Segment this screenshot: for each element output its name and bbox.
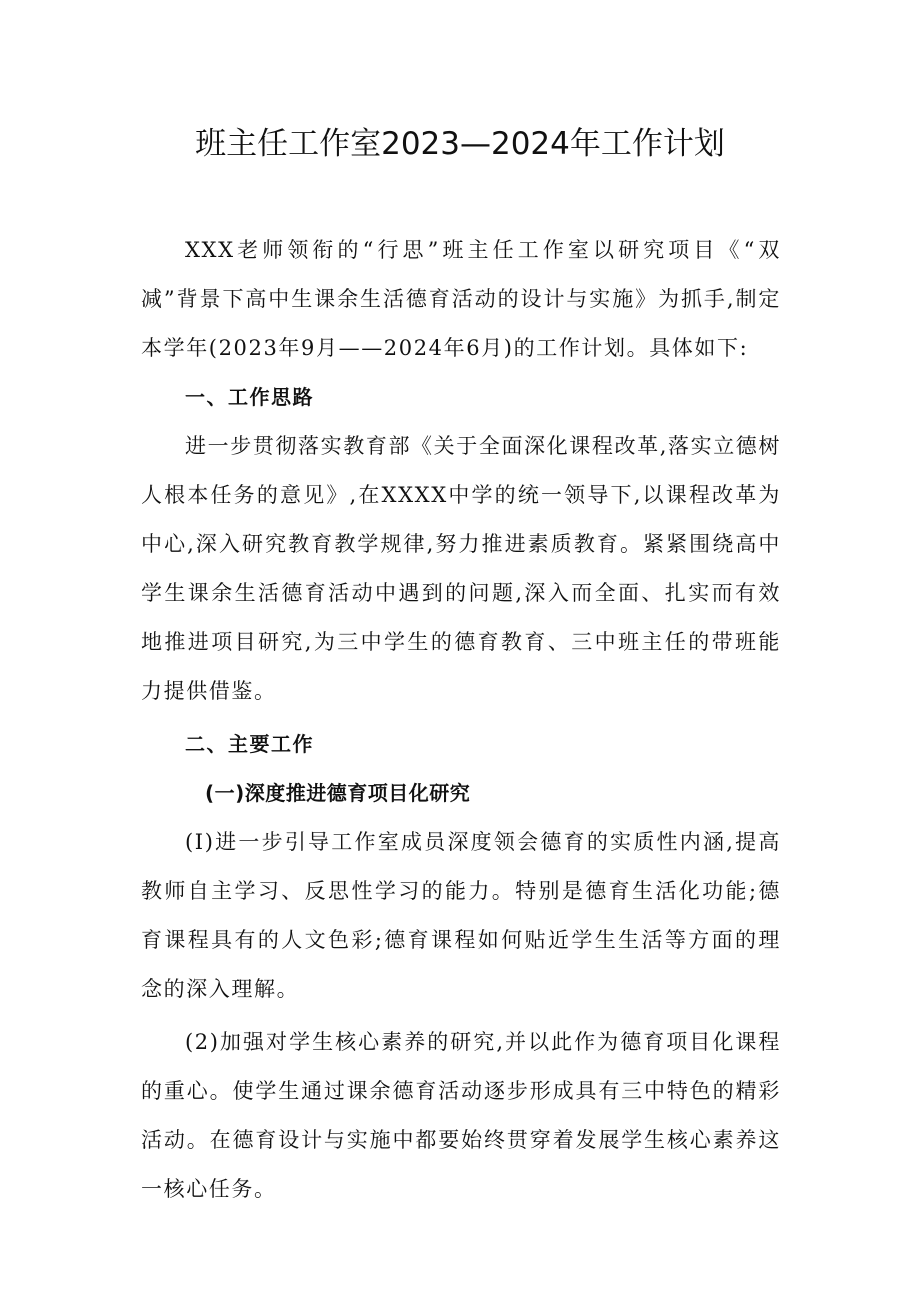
- intro-paragraph: XXX老师领衔的“行思”班主任工作室以研究项目《“双减”背景下高中生课余生活德育活动的设计与实施》为抓手,制定本学年(2023年9月——2024年6月)的工作计划。具体如下:: [141, 238, 781, 360]
- item-1-paragraph: (I)进一步引导工作室成员深度领会德育的实质性内涵,提高教师自主学习、反思性学习的能力。特别是德育生活化功能;德育课程具有的人文色彩;德育课程如何贴近学生生活等方面的理念的深入理解。: [141, 830, 781, 1001]
- section-heading-work-approach: 一、工作思路: [185, 385, 314, 409]
- item-2-paragraph: (2)加强对学生核心素养的研究,并以此作为德育项目化课程的重心。使学生通过课余德育活动逐步形成具有三中特色的精彩活动。在德育设计与实施中都要始终贯穿着发展学生核心素养这一核心任务。: [141, 1030, 781, 1201]
- subsection-heading-moral-project: (一)深度推进德育项目化研究: [205, 781, 471, 805]
- work-approach-paragraph: 进一步贯彻落实教育部《关于全面深化课程改革,落实立德树人根本任务的意见》,在XXXX中学的统一领导下,以课程改革为中心,深入研究教育教学规律,努力推进素质教育。紧紧围绕高中学生课余生活德育活动中遇到的问题,深入而全面、扎实而有效地推进项目研究,为三中学生的德育教育、三中班主任的带班能力提供借鉴。: [141, 434, 781, 703]
- document-body: [141, 226, 781, 1214]
- section-heading-main-work: 二、主要工作: [185, 732, 314, 756]
- document-title: 班主任工作室2023—2024年工作计划: [195, 126, 725, 162]
